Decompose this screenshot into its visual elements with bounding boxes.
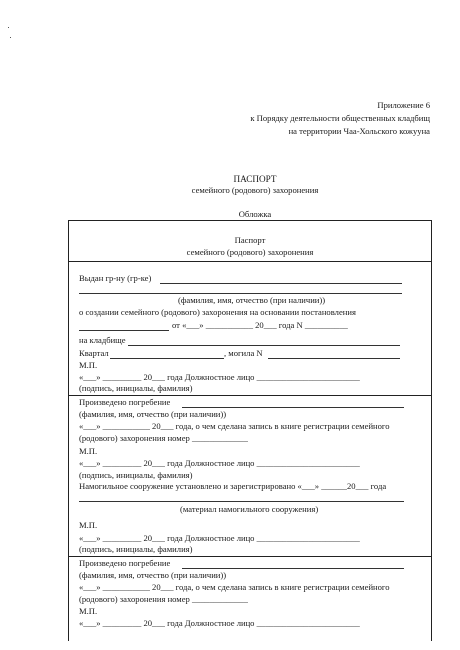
box-title: Паспорт	[234, 235, 266, 245]
box-subtitle: семейного (родового) захоронения	[186, 247, 314, 257]
material-field[interactable]	[79, 501, 404, 502]
appendix-line-1: Приложение 6	[377, 100, 430, 110]
register-line: (родового) захоронения номер _____________	[79, 594, 248, 604]
section-divider	[68, 395, 431, 396]
register-line: (родового) захоронения номер _____________	[79, 433, 248, 443]
stamp-label: М.П.	[79, 520, 98, 530]
passport-subtitle: семейного (родового) захоронения	[191, 185, 319, 195]
record-line: «___» ___________ 20___ года, о чем сделана запись в книге регистрации семейного	[79, 582, 390, 592]
quarter-field[interactable]	[110, 358, 224, 359]
fio-hint: (фамилия, имя, отчество (при наличии))	[79, 409, 227, 419]
scan-speck	[8, 27, 9, 28]
burial-label: Произведено погребение	[79, 558, 171, 568]
fio-field[interactable]	[79, 293, 402, 294]
burial-field[interactable]	[182, 568, 404, 569]
quarter-label: Квартал	[79, 348, 109, 358]
creation-text: о создании семейного (родового) захоронения на основании постановления	[79, 307, 356, 317]
stamp-label: М.П.	[79, 606, 98, 616]
cemetery-field[interactable]	[128, 345, 400, 346]
scan-speck	[10, 37, 11, 38]
appendix-line-3: на территории Чаа-Хольского кожууна	[288, 126, 430, 136]
issued-field[interactable]	[160, 283, 402, 284]
grave-field[interactable]	[268, 358, 400, 359]
signature-hint: (подпись, инициалы, фамилия)	[79, 470, 193, 480]
issued-label: Выдан гр-ну (гр-ке)	[79, 273, 152, 283]
cemetery-label: на кладбище	[79, 335, 126, 345]
stamp-label: М.П.	[79, 360, 98, 370]
section-divider	[68, 556, 431, 557]
date-official-line: «___» _________ 20___ года Должностное лицо ________________________	[79, 372, 360, 382]
date-official-line: «___» _________ 20___ года Должностное лицо ________________________	[79, 458, 360, 468]
appendix-line-2: к Порядку деятельности общественных кладбищ	[250, 113, 430, 123]
section-divider	[68, 261, 431, 262]
decree-date-line: от «___» ___________ 20___ года N __________	[172, 320, 348, 330]
grave-label: , могила N	[224, 348, 263, 358]
decree-field[interactable]	[79, 330, 169, 331]
monument-line: Намогильное сооружение установлено и зарегистрировано «___» ______20___ года	[79, 481, 387, 491]
fio-hint: (фамилия, имя, отчество (при наличии))	[178, 295, 326, 305]
material-hint: (материал намогильного сооружения)	[180, 504, 319, 514]
cover-label: Обложка	[238, 209, 272, 219]
stamp-label: М.П.	[79, 446, 98, 456]
date-official-line: «___» _________ 20___ года Должностное лицо ________________________	[79, 533, 360, 543]
burial-field[interactable]	[182, 407, 404, 408]
signature-hint: (подпись, инициалы, фамилия)	[79, 383, 193, 393]
burial-label: Произведено погребение	[79, 397, 171, 407]
signature-hint: (подпись, инициалы, фамилия)	[79, 544, 193, 554]
fio-hint: (фамилия, имя, отчество (при наличии))	[79, 570, 227, 580]
date-official-line: «___» _________ 20___ года Должностное лицо ________________________	[79, 618, 360, 628]
record-line: «___» ___________ 20___ года, о чем сделана запись в книге регистрации семейного	[79, 421, 390, 431]
passport-title: ПАСПОРТ	[233, 174, 277, 184]
